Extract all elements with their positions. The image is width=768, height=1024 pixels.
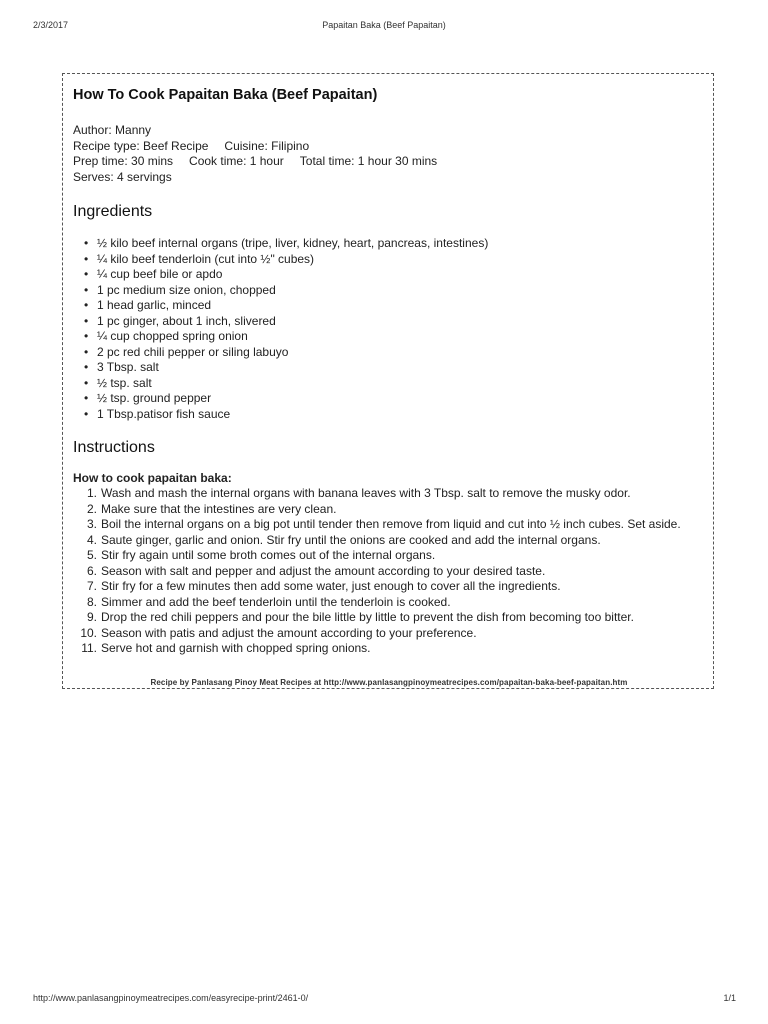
bullet-icon: • [84,267,89,281]
step-text: Simmer and add the beef tenderloin until the tenderloin is cooked. [101,594,451,609]
ingredients-list [73,236,703,422]
step-number: 6. [86,563,97,578]
instruction-step [73,502,703,518]
ingredient-item [84,376,703,392]
ingredient-item [84,267,703,283]
bullet-icon: • [84,282,89,297]
step-text: Saute ginger, garlic and onion. Stir fry until the onions are cooked and add the internal organs. [101,532,601,547]
bullet-icon: • [84,360,89,374]
recipe-type: Recipe type: Beef Recipe [73,138,209,153]
ingredient-item [84,345,703,361]
step-text: Season with patis and adjust the amount according to your preference. [101,625,477,640]
instruction-step [73,641,703,657]
ingredient-text: ¼ cup beef bile or apdo [97,267,223,281]
step-number: 7. [86,579,97,593]
total-time: Total time: 1 hour 30 mins [299,154,438,168]
bullet-icon: • [84,313,89,328]
bullet-icon: • [84,298,89,312]
step-number: 5. [86,548,97,562]
ingredient-item [84,360,703,376]
instruction-step [73,610,703,626]
bullet-icon: • [84,251,89,266]
ingredient-text: 1 head garlic, minced [97,298,212,312]
ingredient-item [84,252,703,268]
step-text: Boil the internal organs on a big pot until tender then remove from liquid and cut into ½ inch cubes. Set aside. [101,517,681,531]
ingredient-text: 3 Tbsp. salt [97,360,159,374]
step-number: 1. [86,486,97,500]
step-number: 11. [81,641,97,655]
step-text: Make sure that the intestines are very clean. [101,501,337,516]
instructions-subheading: How to cook papaitan baka: [73,471,232,485]
ingredient-text: 1 Tbsp.patisor fish sauce [97,406,231,421]
ingredient-item [84,391,703,407]
ingredient-item [84,407,703,423]
step-text: Stir fry for a few minutes then add some water, just enough to cover all the ingredients. [101,579,561,593]
step-text: Stir fry again until some broth comes out of the internal organs. [101,548,436,562]
bullet-icon: • [84,406,89,421]
instruction-step [73,564,703,580]
ingredient-text: ½ tsp. salt [97,375,152,390]
recipe-cuisine: Cuisine: Filipino [224,138,310,153]
ingredient-item [84,329,703,345]
recipe-credit: Recipe by Panlasang Pinoy Meat Recipes at http://www.panlasangpinoymeatrecipes.com/papaitan-baka-beef-papaitan.htm [150,678,628,687]
instruction-step [73,548,703,564]
instruction-step [73,626,703,642]
print-header [0,20,768,34]
step-text: Wash and mash the internal organs with banana leaves with 3 Tbsp. salt to remove the musky odor. [101,486,631,500]
instruction-step [73,579,703,595]
recipe-serves: Serves: 4 servings [73,169,172,184]
step-text: Drop the red chili peppers and pour the bile little by little to prevent the dish from becoming too bitter. [101,610,634,624]
ingredient-item [84,314,703,330]
ingredient-text: ¼ kilo beef tenderloin (cut into ½" cubes) [97,251,315,266]
page-number: 1/1 [723,993,736,1003]
bullet-icon: • [84,329,89,343]
recipe-times-line [73,154,703,170]
bullet-icon: • [84,375,89,390]
ingredient-text: ½ kilo beef internal organs (tripe, liver, kidney, heart, pancreas, intestines) [97,236,489,250]
step-text: Season with salt and pepper and adjust the amount according to your desired taste. [101,563,546,578]
recipe-author: Author: Manny [73,123,152,137]
print-date: 2/3/2017 [33,20,69,30]
recipe-title: How To Cook Papaitan Baka (Beef Papaitan) [73,87,378,103]
instructions-heading: Instructions [73,439,155,456]
ingredient-item [84,283,703,299]
step-text: Serve hot and garnish with chopped spring onions. [101,641,371,655]
ingredient-text: 1 pc ginger, about 1 inch, slivered [97,313,276,328]
ingredients-heading: Ingredients [73,203,153,220]
instructions-list [73,486,703,657]
bullet-icon: • [84,236,89,250]
print-title: Papaitan Baka (Beef Papaitan) [322,20,446,30]
step-number: 9. [86,610,97,624]
instruction-step [73,517,703,533]
instruction-step [73,533,703,549]
bullet-icon: • [84,344,89,359]
recipe-meta [73,123,703,185]
step-number: 8. [86,594,97,609]
step-number: 10. [80,625,97,640]
ingredient-text: 1 pc medium size onion, chopped [97,282,276,297]
cook-time: Cook time: 1 hour [189,154,284,168]
recipe-type-line [73,139,703,155]
recipe-card [62,73,714,689]
step-number: 2. [86,501,97,516]
step-number: 4. [86,532,97,547]
instruction-step [73,595,703,611]
ingredient-text: ¼ cup chopped spring onion [97,329,248,343]
ingredient-item [84,298,703,314]
ingredient-text: 2 pc red chili pepper or siling labuyo [97,344,289,359]
instruction-step [73,486,703,502]
print-url: http://www.panlasangpinoymeatrecipes.com/easyrecipe-print/2461-0/ [33,993,309,1003]
prep-time: Prep time: 30 mins [73,154,174,168]
ingredient-text: ½ tsp. ground pepper [97,391,212,405]
ingredient-item [84,236,703,252]
bullet-icon: • [84,391,89,405]
step-number: 3. [86,517,97,531]
